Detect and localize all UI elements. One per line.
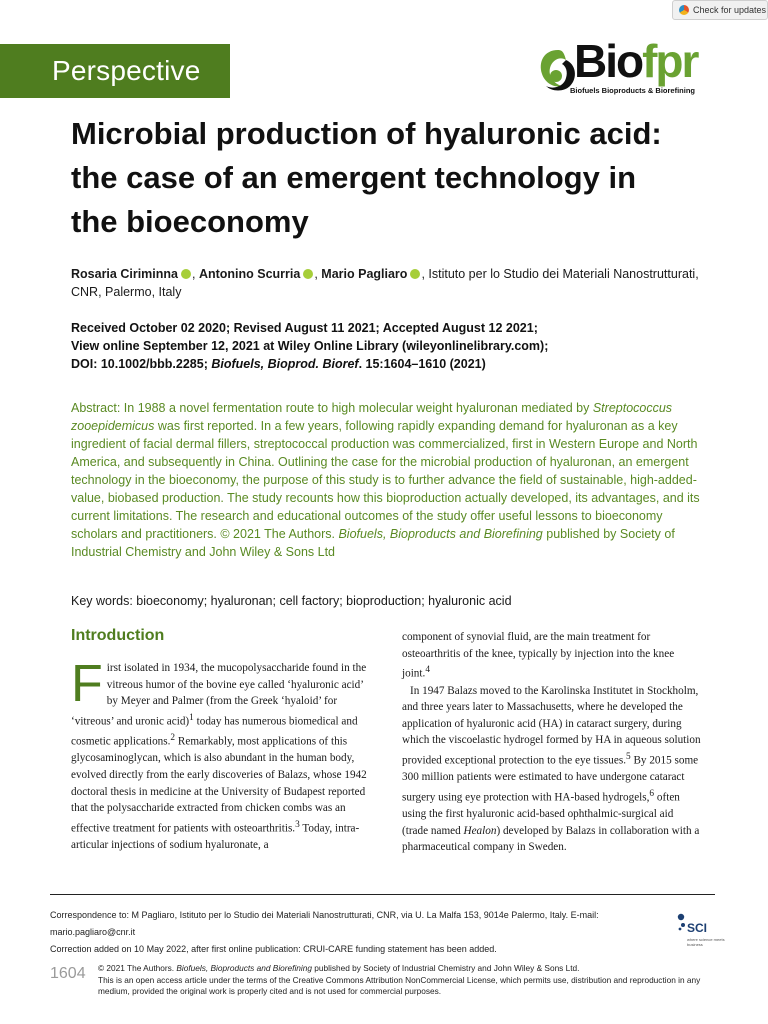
abstract-text: Abstract: In 1988 a novel fermentation route to high molecular weight hyaluronan mediated by [71, 401, 593, 415]
author-separator: , [421, 267, 429, 281]
sci-logo [677, 911, 725, 951]
intro-paragraph [402, 629, 702, 683]
section-heading: Introduction [71, 627, 165, 644]
trade-name: Healon [463, 824, 497, 837]
journal-abbrev: Biofuels, Bioprod. Bioref [211, 357, 359, 371]
drop-cap: F [71, 655, 103, 713]
copyright-line [98, 963, 718, 975]
abstract-text: was first reported. In a few years, following rapidly expanding demand for hyaluronan as a key ingredient of facial dermal fillers, streptococcal production was commercialized, first in Western Europe and North America, and subsequently in China. Outlining the case for the microbial production of hyaluronan, an emergent technology in the bioeconomy, the purpose of this study is to further advance the field of sustainable, high-added-value, biobased production. The study recounts how this bioproduction actually developed, its advantages, and its current limitations. The research and educational outcomes of the study offer useful lessons to bioeconomy scholars and practitioners. © 2021 The Authors. [71, 419, 700, 541]
sci-tagline: where science meets business [687, 937, 725, 947]
body-column-right [402, 629, 702, 856]
citation-ref[interactable]: 6 [649, 788, 655, 799]
open-access-statement: This is an open access article under the terms of the Creative Commons Attribution NonCommercial License, which permits use, distribution and reproduction in any medium, provided the original work is properly cited and is not used for commercial purposes. [98, 974, 701, 997]
history-online: View online September 12, 2021 at Wiley Online Library (wileyonlinelibrary.com); [71, 339, 549, 353]
body-text: ) developed by Balazs in collaboration with a pharmaceutical company in Sweden. [402, 824, 700, 854]
author-name[interactable]: Rosaria Ciriminna [71, 267, 178, 281]
page-number: 1604 [50, 965, 86, 982]
author-separator: , [191, 267, 199, 281]
body-text: component of synovial fluid, are the main treatment for osteoarthritis of the knee, typically by injection into the knee joint. [402, 631, 675, 680]
abstract [71, 399, 705, 561]
body-text: Remarkably, most applications of this glycosaminoglycan, which is also abundant in the human body, evolved directly from the early discoveries of Balazs, whose 1942 doctoral thesis in medicine at the University of Budapest reported that the polysaccharide extracted from chicken combs was an effective treatment for patients with osteoarthritis. [71, 735, 367, 835]
orcid-icon[interactable] [410, 269, 420, 279]
affiliation: Istituto per lo Studio dei Materiali Nanostrutturati, CNR, Palermo, Italy [71, 267, 699, 299]
footer-divider [50, 894, 715, 895]
author-name[interactable]: Antonino Scurria [198, 267, 301, 281]
body-column-left [71, 655, 367, 854]
body-text: often using the first hyaluronic acid-based ophthalmic-surgical aid (trade named [402, 791, 680, 837]
abstract-species: Streptococcus zooepidemicus [71, 401, 673, 433]
license-journal: Biofuels, Bioproducts and Biorefining [176, 963, 312, 973]
article-history [71, 319, 711, 373]
body-text: By 2015 some 300 million patients were estimated to have undergone cataract surgery using eye protection with HA-based hydrogels, [402, 754, 699, 804]
check-for-updates-label: Check for updates [693, 5, 767, 15]
abstract-text: published by Society of Industrial Chemistry and John Wiley & Sons Ltd [71, 527, 675, 559]
intro-paragraph [71, 655, 367, 854]
body-text: irst isolated in 1934, the mucopolysaccharide found in the vitreous humor of the bovine eye called ‘hyaluronic acid’ by Meyer and Palmer (from the Greek ‘hyaloid’ for ‘vitreous’ and uronic acid) [71, 662, 367, 728]
body-text: In 1947 Balazs moved to the Karolinska Institutet in Stockholm, and three years later to Massachusetts, where he developed the application of hyaluronic acid (HA) in cataract surgery, during which the viscoelastic hydrogel formed by HA in aqueous solution provided exceptional protection to the eye tissues. [402, 684, 701, 767]
logo-tagline: Biofuels Bioproducts & Biorefining [570, 86, 695, 95]
citation-ref[interactable]: 3 [295, 819, 300, 830]
license-part: © 2021 The Authors. [98, 963, 177, 973]
citation: . 15:1604–1610 (2021) [358, 357, 486, 371]
logo-wordmark-a: Bio [574, 35, 643, 87]
crossmark-icon [679, 5, 689, 15]
author-list [71, 265, 711, 301]
correspondence: Correspondence to: M Pagliaro, Istituto per lo Studio dei Materiali Nanostrutturati, CNR, via U. La Malfa 153, 9014e Palermo, Italy. E-mail: mario.pagliaro@cnr.it [50, 910, 599, 937]
journal-logo [536, 35, 720, 102]
orcid-icon[interactable] [303, 269, 313, 279]
license-part: published by Society of Industrial Chemistry and John Wiley & Sons Ltd. [312, 963, 580, 973]
author-name[interactable]: Mario Pagliaro [321, 267, 408, 281]
article-title: Microbial production of hyaluronic acid: the case of an emergent technology in the bioeconomy [71, 116, 662, 239]
body-text: today has numerous biomedical and cosmetic applications. [71, 715, 358, 748]
abstract-journal: Biofuels, Bioproducts and Biorefining [338, 527, 543, 541]
citation-ref[interactable]: 5 [626, 751, 631, 762]
citation-ref[interactable]: 2 [170, 733, 176, 744]
body-text: Today, intra-articular injections of sodium hyaluronate, a [71, 822, 360, 852]
author-separator: , [314, 267, 322, 281]
intro-paragraph [402, 683, 702, 856]
check-for-updates-button[interactable] [672, 0, 768, 20]
sci-wordmark: SCI [687, 921, 708, 935]
doi[interactable]: DOI: 10.1002/bbb.2285; [71, 357, 212, 371]
section-label: Perspective [0, 44, 230, 98]
license-text [98, 963, 718, 998]
footnotes [50, 907, 660, 958]
logo-wordmark-b: fpr [642, 35, 698, 87]
history-received: Received October 02 2020; Revised August 11 2021; Accepted August 12 2021; [71, 321, 538, 335]
citation-ref[interactable]: 4 [425, 665, 430, 676]
citation-ref[interactable]: 1 [189, 712, 194, 723]
correction-note: Correction added on 10 May 2022, after first online publication: CRUI-CARE funding statement has been added. [50, 944, 497, 954]
orcid-icon[interactable] [181, 269, 191, 279]
doi-line [71, 355, 711, 373]
keywords: Key words: bioeconomy; hyaluronan; cell factory; bioproduction; hyaluronic acid [71, 594, 512, 608]
